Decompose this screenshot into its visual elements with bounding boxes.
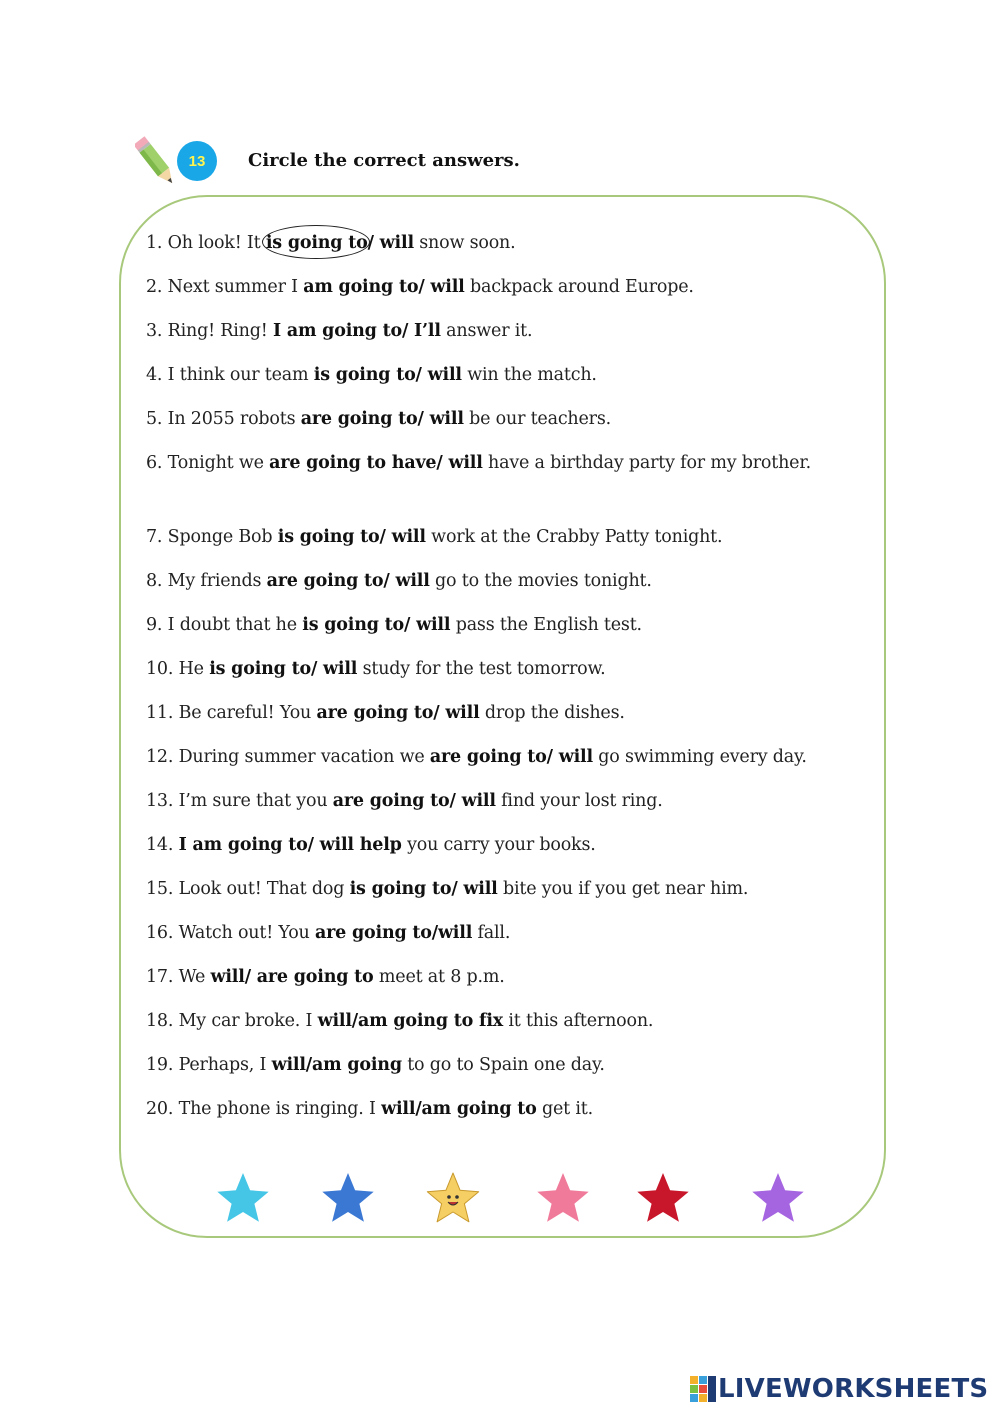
- question-text: 14.: [146, 835, 179, 855]
- answer-option[interactable]: / will: [367, 233, 414, 253]
- question-item: [146, 449, 856, 523]
- question-item: [146, 317, 856, 361]
- question-text: get it.: [536, 1099, 593, 1119]
- question-item: [146, 361, 856, 405]
- question-text: 13. I’m sure that you: [146, 791, 333, 811]
- answer-option[interactable]: are going to have/ will: [269, 453, 483, 473]
- question-text: to go to Spain one day.: [401, 1055, 605, 1075]
- purple-star-icon: [750, 1170, 806, 1226]
- question-text: be our teachers.: [463, 409, 611, 429]
- question-text: 15. Look out! That dog: [146, 879, 350, 899]
- cyan-star-icon: [215, 1170, 271, 1226]
- question-item: [146, 963, 856, 1007]
- question-text: 4. I think our team: [146, 365, 314, 385]
- exercise-instruction: Circle the correct answers.: [248, 150, 520, 171]
- question-text: 18. My car broke. I: [146, 1011, 318, 1031]
- question-text: 10. He: [146, 659, 210, 679]
- question-text: 16. Watch out! You: [146, 923, 315, 943]
- question-item: [146, 523, 856, 567]
- question-text: 8. My friends: [146, 571, 267, 591]
- question-text: go swimming every day.: [592, 747, 807, 767]
- red-star-icon: [635, 1170, 691, 1226]
- question-item: [146, 919, 856, 963]
- question-list: [146, 229, 856, 1139]
- question-text: 6. Tonight we: [146, 453, 270, 473]
- question-item: [146, 567, 856, 611]
- answer-option[interactable]: I am going to/ will help: [178, 835, 402, 855]
- question-item: [146, 655, 856, 699]
- question-text: backpack around Europe.: [464, 277, 694, 297]
- question-item: [146, 875, 856, 919]
- question-text: have a birthday party for my brother.: [482, 453, 811, 473]
- question-text: meet at 8 p.m.: [373, 967, 505, 987]
- answer-option[interactable]: is going to/ will: [209, 659, 358, 679]
- question-item: [146, 743, 856, 787]
- question-text: drop the dishes.: [479, 703, 625, 723]
- answer-option[interactable]: will/am going: [271, 1055, 402, 1075]
- blue-star-icon: [320, 1170, 376, 1226]
- liveworksheets-logo-icon: [690, 1376, 716, 1402]
- question-text: 12. During summer vacation we: [146, 747, 430, 767]
- question-text: 19. Perhaps, I: [146, 1055, 272, 1075]
- question-text: work at the Crabby Patty tonight.: [425, 527, 723, 547]
- answer-option[interactable]: will/am going to fix: [317, 1011, 504, 1031]
- question-text: you carry your books.: [401, 835, 596, 855]
- question-item: [146, 405, 856, 449]
- question-text: 20. The phone is ringing. I: [146, 1099, 382, 1119]
- question-text: 17. We: [146, 967, 211, 987]
- answer-option[interactable]: I am going to/ I’ll: [272, 321, 441, 341]
- question-item: [146, 611, 856, 655]
- answer-option[interactable]: is going to: [266, 233, 368, 253]
- question-text: pass the English test.: [450, 615, 642, 635]
- answer-option[interactable]: is going to/ will: [313, 365, 462, 385]
- question-text: 11. Be careful! You: [146, 703, 317, 723]
- exercise-header: [135, 132, 835, 192]
- liveworksheets-logo[interactable]: [690, 1372, 988, 1406]
- question-item: [146, 1095, 856, 1139]
- question-text: 2. Next summer I: [146, 277, 304, 297]
- liveworksheets-logo-text: LIVEWORKSHEETS: [718, 1374, 989, 1404]
- answer-option[interactable]: is going to/ will: [349, 879, 498, 899]
- question-item: [146, 787, 856, 831]
- answer-option[interactable]: are going to/ will: [332, 791, 496, 811]
- question-text: 9. I doubt that he: [146, 615, 303, 635]
- answer-option[interactable]: will/am going to: [381, 1099, 537, 1119]
- question-item: [146, 1007, 856, 1051]
- star-decoration-row: [215, 1170, 815, 1230]
- answer-option[interactable]: are going to/will: [315, 923, 473, 943]
- answer-option[interactable]: am going to/ will: [303, 277, 465, 297]
- selected-answer-circle: [262, 225, 370, 259]
- exercise-number-badge: 13: [177, 141, 217, 181]
- question-text: 3. Ring! Ring!: [146, 321, 273, 341]
- question-text: study for the test tomorrow.: [357, 659, 606, 679]
- question-text: 7. Sponge Bob: [146, 527, 278, 547]
- pink-star-icon: [535, 1170, 591, 1226]
- question-text: go to the movies tonight.: [429, 571, 652, 591]
- answer-option[interactable]: are going to/ will: [300, 409, 464, 429]
- pencil-icon: [135, 132, 180, 192]
- question-text: 5. In 2055 robots: [146, 409, 301, 429]
- question-item: [146, 273, 856, 317]
- answer-option[interactable]: is going to/ will: [302, 615, 451, 635]
- question-item: [146, 1051, 856, 1095]
- answer-option[interactable]: will/ are going to: [210, 967, 374, 987]
- question-text: answer it.: [440, 321, 533, 341]
- smiley-yellow-star-icon: [425, 1170, 481, 1226]
- question-text: it this afternoon.: [503, 1011, 654, 1031]
- answer-option[interactable]: are going to/ will: [429, 747, 593, 767]
- answer-option[interactable]: are going to/ will: [316, 703, 480, 723]
- question-text: snow soon.: [413, 233, 516, 253]
- question-item: [146, 699, 856, 743]
- question-item: [146, 831, 856, 875]
- answer-option[interactable]: is going to/ will: [277, 527, 426, 547]
- answer-option[interactable]: are going to/ will: [266, 571, 430, 591]
- question-text: 1. Oh look! It: [146, 233, 266, 253]
- question-item: [146, 229, 856, 273]
- question-text: bite you if you get near him.: [497, 879, 749, 899]
- question-text: fall.: [472, 923, 511, 943]
- question-text: win the match.: [461, 365, 597, 385]
- question-text: find your lost ring.: [495, 791, 663, 811]
